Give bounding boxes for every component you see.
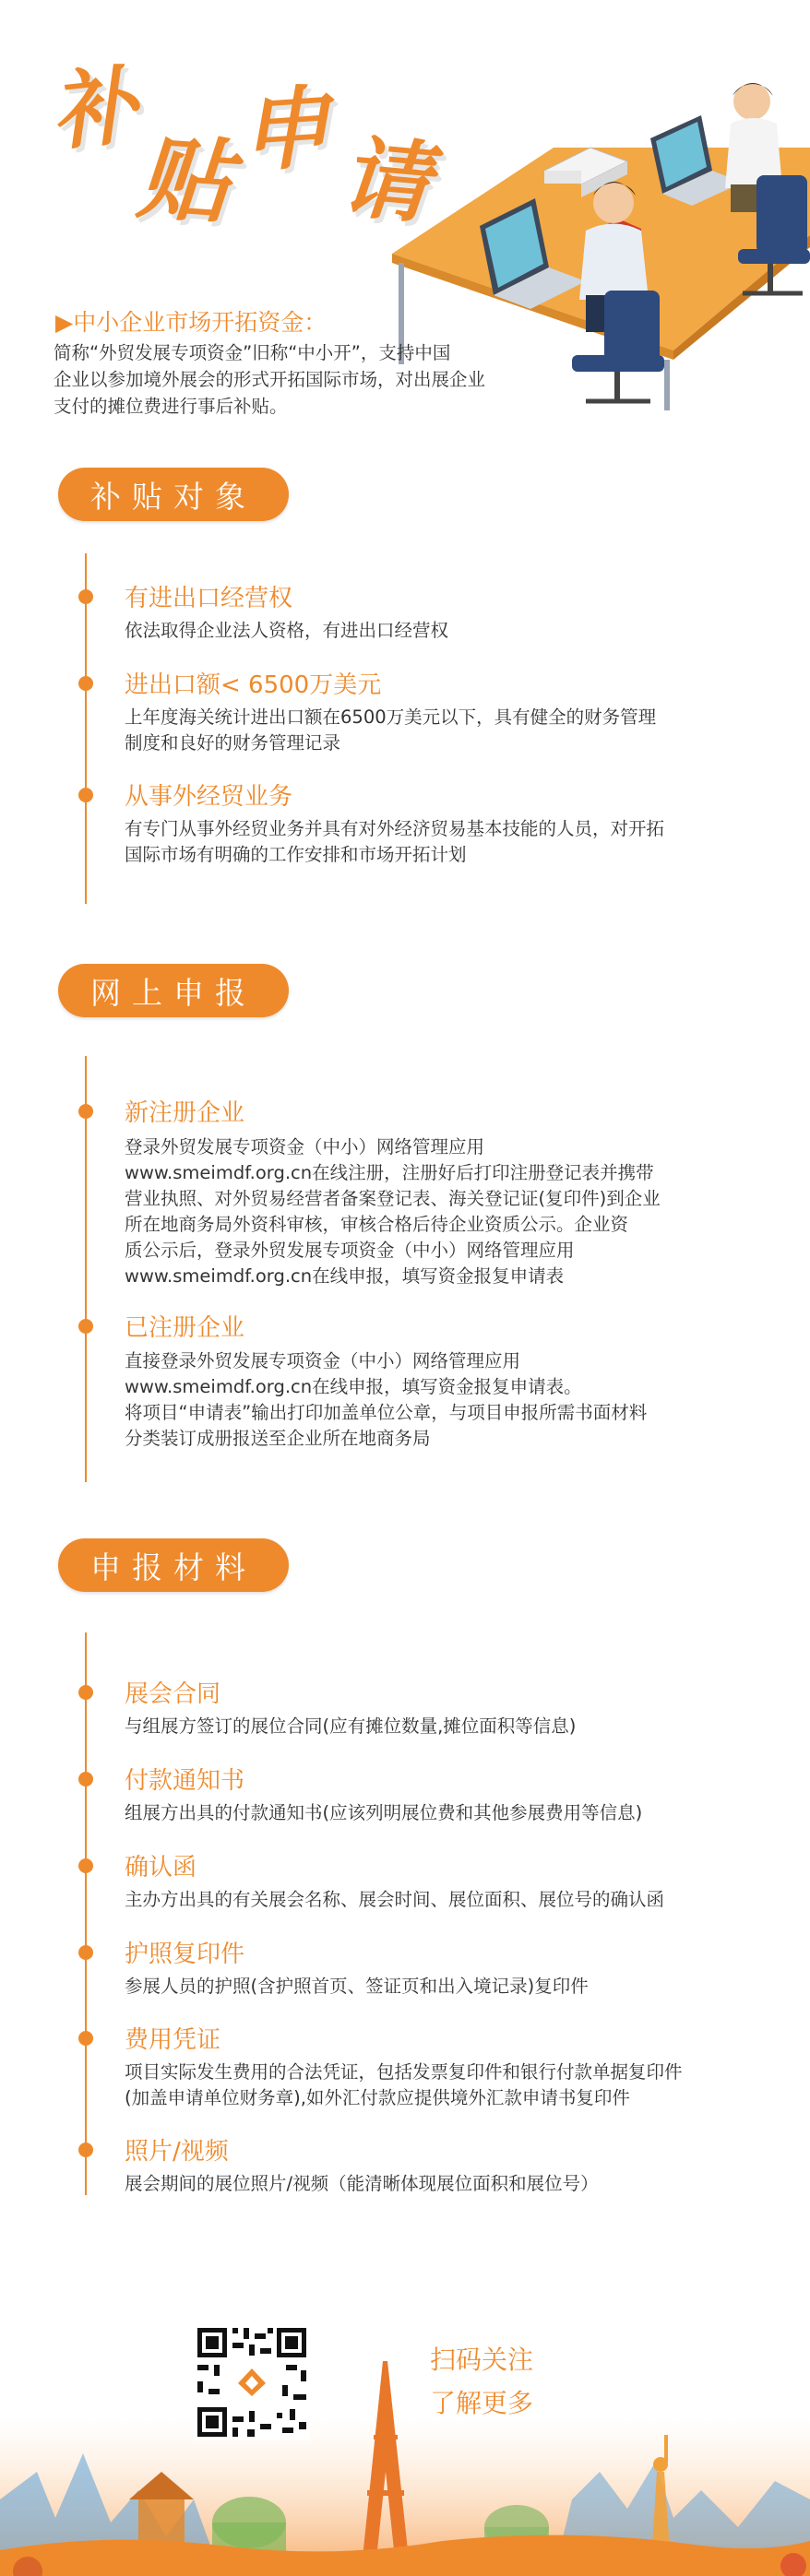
timeline-dot [78, 1772, 93, 1787]
item-body [125, 2171, 733, 2197]
item-title: 从事外经贸业务 [125, 783, 293, 811]
section-pill-online-application: 网上申报 [58, 964, 289, 1017]
item-title: 展会合同 [125, 1680, 221, 1708]
item-title: 有进出口经营权 [125, 585, 293, 612]
item-body [125, 816, 733, 868]
timeline-dot [78, 1104, 93, 1119]
item-line: www.smeimdf.org.cn在线申报，填写资金报复申请表。 [125, 1376, 582, 1397]
intro-line: 支付的摊位费进行事后补贴。 [54, 396, 288, 417]
qr-code-icon[interactable] [194, 2324, 310, 2440]
item-body [125, 1134, 733, 1289]
timeline-line [85, 553, 87, 904]
item-body [125, 1800, 733, 1826]
item-body [125, 2060, 733, 2111]
item-line: 组展方出具的付款通知书(应该列明展位费和其他参展费用等信息) [125, 1802, 643, 1823]
section-pill-application-materials: 申报材料 [58, 1538, 289, 1592]
timeline-dot [78, 2143, 93, 2157]
title-char-1: 补 [46, 54, 142, 163]
item-line: 制度和良好的财务管理记录 [125, 732, 341, 754]
item-line: 依法取得企业法人资格，有进出口经营权 [125, 620, 449, 641]
timeline-dot [78, 1945, 93, 1960]
title-char-3: 申 [236, 74, 333, 185]
item-line: 登录外贸发展专项资金（中小）网络管理应用 [125, 1136, 485, 1157]
item-line: 与组展方签订的展位合同(应有摊位数量,摊位面积等信息) [125, 1715, 577, 1737]
item-body [125, 1348, 733, 1452]
timeline-line [85, 1056, 87, 1482]
item-line: 将项目“申请表”输出打印加盖单位公章，与项目申报所需书面材料 [125, 1402, 648, 1423]
timeline-dot [78, 788, 93, 802]
timeline-dot [78, 2031, 93, 2046]
item-line: 主办方出具的有关展会名称、展会时间、展位面积、展位号的确认函 [125, 1889, 665, 1910]
item-title: 已注册企业 [125, 1314, 245, 1342]
item-title: 进出口额< 6500万美元 [125, 671, 382, 699]
item-line: 营业执照、对外贸易经营者备案登记表、海关登记证(复印件)到企业 [125, 1188, 661, 1209]
item-line: 有专门从事外经贸业务并具有对外经济贸易基本技能的人员，对开拓 [125, 818, 665, 839]
timeline-dot [78, 1685, 93, 1700]
item-body [125, 1714, 733, 1739]
intro-line: 企业以参加境外展会的形式开拓国际市场，对出展企业 [54, 369, 486, 390]
title-char-4: 请 [336, 125, 435, 236]
item-line: 质公示后，登录外贸发展专项资金（中小）网络管理应用 [125, 1240, 575, 1261]
item-line: 参展人员的护照(含护照首页、签证页和出入境记录)复印件 [125, 1976, 589, 1997]
item-line: www.smeimdf.org.cn在线申报，填写资金报复申请表 [125, 1265, 565, 1287]
timeline-dot [78, 676, 93, 691]
item-body [125, 618, 733, 644]
item-title: 新注册企业 [125, 1099, 245, 1127]
learn-more-text: 了解更多 [430, 2388, 534, 2418]
intro-body [54, 339, 552, 420]
item-title: 护照复印件 [125, 1941, 245, 1968]
item-title: 费用凭证 [125, 2026, 221, 2054]
item-line: 展会期间的展位照片/视频（能清晰体现展位面积和展位号） [125, 2173, 599, 2194]
intro-line: 简称“外贸发展专项资金”旧称“中小开”，支持中国 [54, 342, 451, 363]
item-title: 确认函 [125, 1854, 197, 1882]
section-pill-subsidy-targets: 补贴对象 [58, 468, 289, 521]
title-char-2: 贴 [134, 122, 234, 238]
item-line: www.smeimdf.org.cn在线注册，注册好后打印注册登记表并携带 [125, 1162, 654, 1183]
item-line: 所在地商务局外资科审核，审核合格后待企业资质公示。企业资 [125, 1214, 629, 1235]
timeline-dot [78, 589, 93, 604]
scan-follow-text: 扫码关注 [430, 2345, 534, 2375]
item-body [125, 1974, 733, 2000]
item-body [125, 1887, 733, 1913]
world-landmarks-skyline [0, 2361, 810, 2576]
item-line: 上年度海关统计进出口额在6500万美元以下，具有健全的财务管理 [125, 706, 657, 728]
timeline-line [85, 1632, 87, 2195]
item-line: 国际市场有明确的工作安排和市场开拓计划 [125, 844, 467, 865]
item-body [125, 705, 733, 756]
timeline-dot [78, 1858, 93, 1873]
item-line: 直接登录外贸发展专项资金（中小）网络管理应用 [125, 1350, 521, 1371]
item-line: (加盖申请单位财务章),如外汇付款应提供境外汇款申请书复印件 [125, 2087, 630, 2108]
timeline-dot [78, 1319, 93, 1334]
item-line: 项目实际发生费用的合法凭证，包括发票复印件和银行付款单据复印件 [125, 2061, 683, 2083]
item-title: 照片/视频 [125, 2138, 229, 2166]
item-title: 付款通知书 [125, 1767, 245, 1795]
intro-heading: ▶中小企业市场开拓资金： [55, 309, 328, 336]
item-line: 分类装订成册报送至企业所在地商务局 [125, 1428, 431, 1449]
